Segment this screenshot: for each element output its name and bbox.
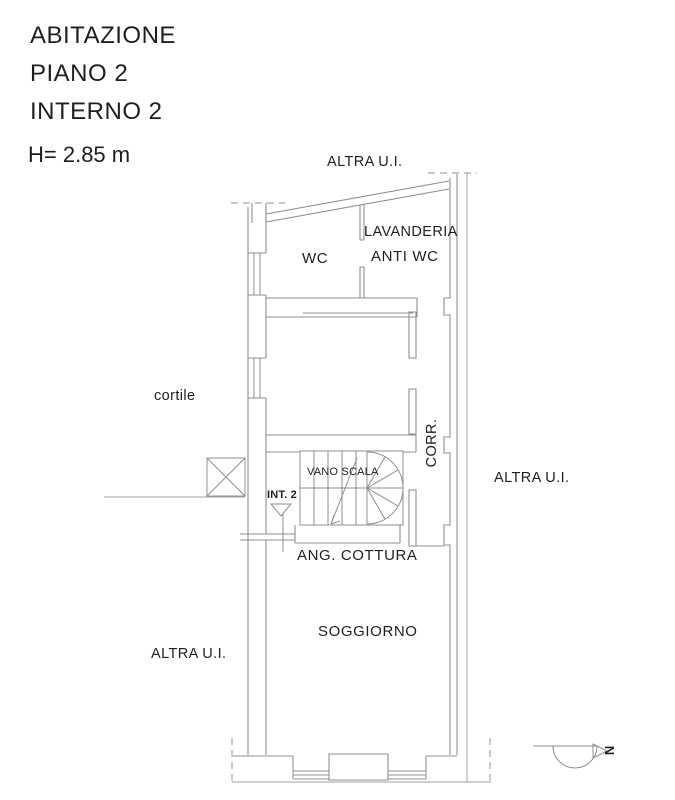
room-label-lavanderia: LAVANDERIA — [364, 224, 458, 240]
title-line-piano: PIANO 2 — [30, 60, 129, 87]
room-label-ang-cottura: ANG. COTTURA — [297, 547, 418, 564]
room-label-wc: WC — [302, 250, 329, 267]
label-altra-ui-bottom: ALTRA U.I. — [151, 646, 227, 662]
windows — [248, 253, 426, 779]
shaft-crossed-box — [207, 458, 245, 496]
ceiling-height-label: H= 2.85 m — [28, 142, 131, 167]
title-line-interno: INTERNO 2 — [30, 98, 163, 125]
label-interno-2: INT. 2 — [267, 489, 297, 501]
label-altra-ui-top: ALTRA U.I. — [327, 154, 403, 170]
staircase — [300, 451, 403, 525]
north-arrow-icon — [533, 744, 607, 768]
north-letter: N — [602, 745, 618, 756]
label-altra-ui-right: ALTRA U.I. — [494, 470, 570, 486]
room-label-anti-wc: ANTI WC — [371, 248, 439, 265]
room-label-soggiorno: SOGGIORNO — [318, 623, 418, 640]
room-label-vano-scala: VANO SCALA — [307, 466, 379, 478]
title-line-abitazione: ABITAZIONE — [30, 22, 176, 49]
label-cortile: cortile — [154, 388, 196, 404]
room-label-corridoio: CORR. — [424, 418, 440, 468]
